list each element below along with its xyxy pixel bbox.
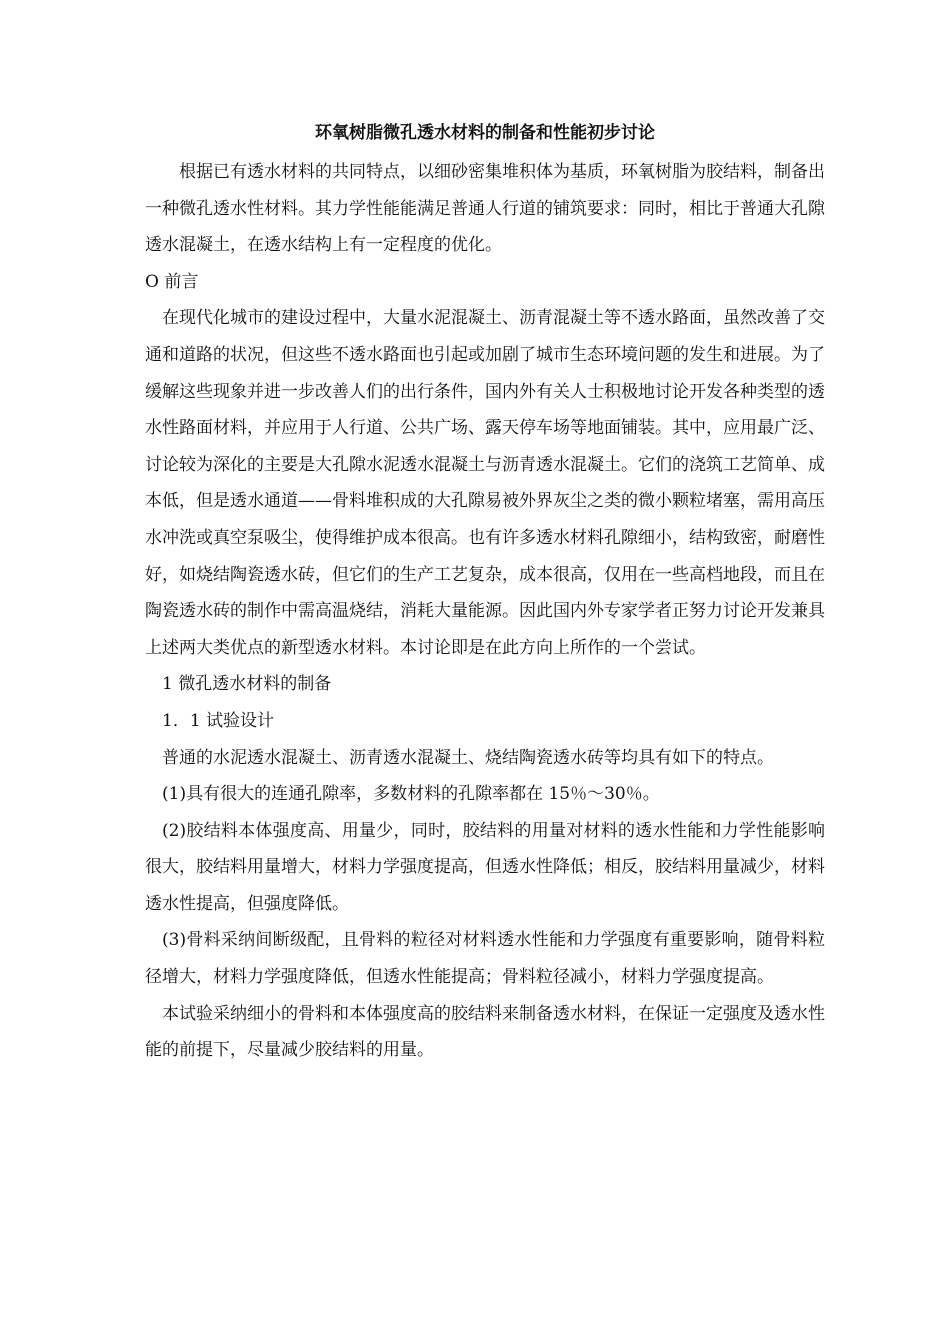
section-heading-preface: O 前言 — [145, 271, 199, 292]
section-heading-preparation: 1 微孔透水材料的制备 — [162, 674, 332, 695]
preface-paragraph: 在现代化城市的建设过程中，大量水泥混凝土、沥青混凝土等不透水路面，虽然改善了交通和道路的状况，但这些不透水路面也引起或加剧了城市生态环境问题的发生和进展。为了缓解这些现象并进一步改善人们的出行条件，国内外有关人士积极地讨论开发各种类型的透水性路面材料，并应用于人行道、公共广场、露天停车场等地面铺装。其中，应用最广泛、讨论较为深化的主要是大孔隙水泥透水混凝土与沥青透水混凝土。它们的浇筑工艺简单、成本低，但是透水通道——骨料堆积成的大孔隙易被外界灰尘之类的微小颗粒堵塞，需用高压水冲洗或真空泵吸尘，使得维护成本很高。也有许多透水材料孔隙细小，结构致密，耐磨性好，如烧结陶瓷透水砖，但它们的生产工艺复杂，成本很高，仅用在一些高档地段，而且在陶瓷透水砖的制作中需高温烧结，消耗大量能源。因此国内外专家学者正努力讨论开发兼具上述两大类优点的新型透水材料。本讨论即是在此方向上所作的一个尝试。 — [145, 308, 825, 658]
conclusion-paragraph: 本试验采纳细小的骨料和本体强度高的胶结料来制备透水材料，在保证一定强度及透水性能的前提下，尽量减少胶结料的用量。 — [145, 1003, 825, 1061]
abstract-paragraph: 根据已有透水材料的共同特点，以细砂密集堆积体为基质，环氧树脂为胶结料，制备出一种微孔透水性材料。其力学性能能满足普通人行道的铺筑要求：同时，相比于普通大孔隙透水混凝土，在透水结构上有一定程度的优化。 — [145, 162, 825, 256]
document-body — [145, 120, 825, 1069]
document-title: 环氧树脂微孔透水材料的制备和性能初步讨论 — [315, 123, 655, 143]
experiment-intro-paragraph: 普通的水泥透水混凝土、沥青透水混凝土、烧结陶瓷透水砖等均具有如下的特点。 — [162, 747, 774, 768]
point-3-paragraph: (3)骨料采纳间断级配，且骨料的粒径对材料透水性能和力学强度有重要影响，随骨料粒径增大，材料力学强度降低，但透水性能提高；骨料粒径减小，材料力学强度提高。 — [145, 930, 825, 988]
point-2-paragraph: (2)胶结料本体强度高、用量少，同时，胶结料的用量对材料的透水性能和力学性能影响很大，胶结料用量增大，材料力学强度提高，但透水性降低；相反，胶结料用量减少，材料透水性提高，但强度降低。 — [145, 820, 825, 914]
point-1-paragraph: (1)具有很大的连通孔隙率，多数材料的孔隙率都在 15％～30％。 — [162, 784, 660, 805]
subsection-heading-experiment-design: 1．1 试验设计 — [162, 710, 275, 731]
